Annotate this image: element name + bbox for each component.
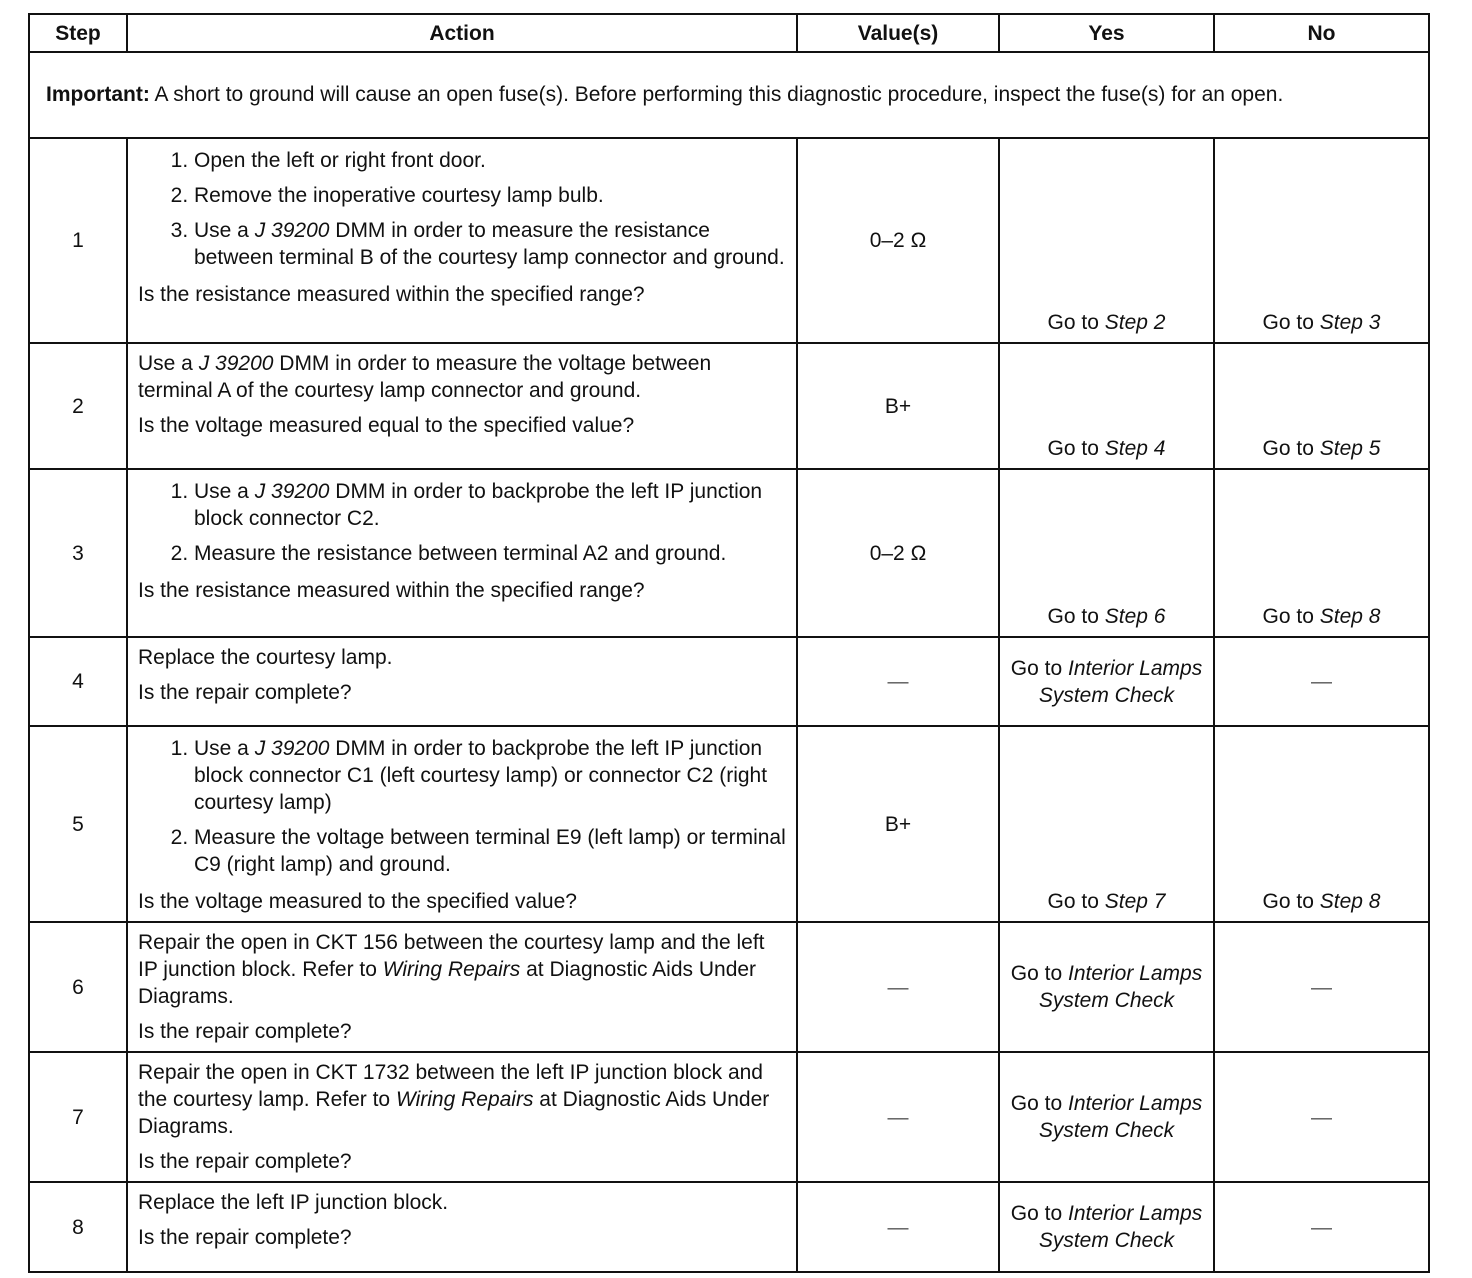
- action-instruction-text-part: DMM in order to measure the voltage between terminal A of the courtesy lamp connector and ground.: [138, 352, 712, 402]
- value-cell: [797, 138, 999, 343]
- action-step-italic-part: J 39200: [254, 480, 330, 503]
- action-instruction: Replace the left IP junction block.: [138, 1191, 449, 1214]
- header-step: Step: [29, 14, 127, 52]
- table-row: [29, 343, 1429, 469]
- yes-result-text-part: Go to: [1010, 656, 1068, 680]
- action-step-item: 1. Open the left or right front door.: [194, 147, 786, 174]
- action-question: Is the repair complete?: [138, 1226, 352, 1249]
- action-step-text-part: Use a: [194, 219, 255, 242]
- value-cell: [797, 922, 999, 1052]
- important-text: A short to ground will cause an open fuse(s). Before performing this diagnostic procedure, inspect the fuse(s) for an open.: [154, 83, 1284, 106]
- no-result-cell: [1214, 343, 1429, 469]
- yes-result-text-part: Go to: [1010, 1202, 1068, 1225]
- table-row: [29, 637, 1429, 726]
- action-step-text-part: Use a: [194, 737, 255, 760]
- action-step-item: 2. Measure the resistance between terminal A2 and ground.: [194, 540, 786, 567]
- yes-result-italic-part: Interior Lamps System Check: [1038, 962, 1203, 1012]
- action-step-text-part: DMM in order to backprobe the left IP junction block connector C1 (left courtesy lamp) or connector C2 (right courtesy lamp): [194, 737, 768, 814]
- step-number-cell: 3: [29, 469, 127, 637]
- action-cell: [127, 922, 797, 1052]
- no-result-link: [1263, 890, 1381, 913]
- action-question: Is the voltage measured equal to the specified value?: [138, 414, 635, 437]
- yes-result-italic-part: Step 7: [1104, 890, 1166, 913]
- value-cell: [797, 1182, 999, 1272]
- no-result-italic-part: Step 8: [1319, 890, 1381, 913]
- important-label: Important:: [46, 83, 150, 106]
- yes-result-italic-part: Step 2: [1104, 311, 1166, 334]
- action-instruction: Replace the courtesy lamp.: [138, 646, 393, 669]
- no-result-link: —: [1311, 1105, 1332, 1129]
- action-cell: [127, 343, 797, 469]
- step-number-cell: 5: [29, 726, 127, 922]
- no-result-cell: [1214, 138, 1429, 343]
- action-question: Is the voltage measured to the specified value?: [138, 890, 577, 913]
- action-instruction: [138, 929, 786, 1010]
- action-instruction-text-part: at Diagnostic Aids Under Diagrams.: [138, 1088, 770, 1138]
- yes-result-text-part: Go to: [1047, 311, 1105, 334]
- no-result-text-part: Go to: [1262, 311, 1320, 334]
- value-cell: [797, 726, 999, 922]
- value-text: —: [887, 975, 909, 999]
- header-yes: Yes: [999, 14, 1214, 52]
- header-no: No: [1214, 14, 1429, 52]
- diagnostic-table: [28, 13, 1430, 1273]
- action-step-text-part: DMM in order to measure the resistance between terminal B of the courtesy lamp connector and ground.: [194, 219, 785, 269]
- table-body: [29, 52, 1429, 1272]
- yes-result-text-part: Go to: [1047, 437, 1105, 460]
- action-step-item: [194, 735, 786, 816]
- header-action: Action: [127, 14, 797, 52]
- step-number-cell: 4: [29, 637, 127, 726]
- important-note: [29, 52, 1429, 138]
- action-step-italic-part: J 39200: [254, 219, 330, 242]
- action-instruction-text-part: Repair the open in CKT 156 between the courtesy lamp and the left IP junction block. Refer to: [138, 931, 765, 981]
- yes-result-link: [1048, 311, 1166, 334]
- yes-result-link: [1048, 437, 1166, 460]
- action-step-item: [194, 217, 786, 271]
- no-result-text-part: Go to: [1262, 605, 1320, 628]
- no-result-cell: [1214, 469, 1429, 637]
- no-result-italic-part: Step 8: [1319, 605, 1381, 628]
- action-instruction-italic-part: Wiring Repairs: [395, 1088, 534, 1111]
- action-step-italic-part: J 39200: [254, 737, 330, 760]
- action-instruction-italic-part: J 39200: [198, 352, 274, 375]
- yes-result-cell: [999, 922, 1214, 1052]
- action-question: Is the repair complete?: [138, 1020, 352, 1043]
- no-result-link: [1263, 437, 1381, 460]
- important-note-row: [29, 52, 1429, 138]
- no-result-text-part: Go to: [1262, 437, 1320, 460]
- header-values: Value(s): [797, 14, 999, 52]
- yes-result-cell: [999, 1182, 1214, 1272]
- yes-result-link: [1011, 657, 1202, 707]
- no-result-link: —: [1311, 975, 1332, 999]
- action-cell: [127, 138, 797, 343]
- table-row: [29, 726, 1429, 922]
- action-instruction-text-part: at Diagnostic Aids Under Diagrams.: [138, 958, 757, 1008]
- no-result-italic-part: Step 3: [1319, 311, 1381, 334]
- action-instruction: [138, 1059, 786, 1140]
- yes-result-text-part: Go to: [1010, 1092, 1068, 1115]
- action-cell: [127, 637, 797, 726]
- value-text: —: [887, 670, 909, 693]
- yes-result-italic-part: Interior Lamps System Check: [1038, 656, 1203, 707]
- value-cell: [797, 637, 999, 726]
- action-instruction-italic-part: Wiring Repairs: [382, 958, 521, 981]
- no-result-link: [1263, 605, 1381, 628]
- yes-result-text-part: Go to: [1010, 962, 1068, 985]
- no-result-cell: [1214, 1052, 1429, 1182]
- action-step-item: 2. Remove the inoperative courtesy lamp bulb.: [194, 182, 786, 209]
- action-cell: [127, 726, 797, 922]
- value-cell: [797, 1052, 999, 1182]
- action-question: Is the resistance measured within the specified range?: [138, 283, 645, 306]
- no-result-text-part: Go to: [1262, 890, 1320, 913]
- value-text: —: [887, 1215, 909, 1239]
- yes-result-italic-part: Interior Lamps System Check: [1038, 1092, 1203, 1142]
- value-text: —: [887, 1105, 909, 1129]
- yes-result-text-part: Go to: [1047, 890, 1105, 913]
- action-cell: [127, 469, 797, 637]
- table-row: [29, 922, 1429, 1052]
- table-row: [29, 1182, 1429, 1272]
- value-cell: [797, 343, 999, 469]
- no-result-cell: [1214, 922, 1429, 1052]
- step-number-cell: 7: [29, 1052, 127, 1182]
- action-instruction-text-part: Use a: [138, 352, 199, 375]
- yes-result-cell: [999, 469, 1214, 637]
- yes-result-link: [1048, 605, 1166, 628]
- no-result-cell: [1214, 637, 1429, 726]
- value-text: 0–2 Ω: [869, 229, 927, 252]
- action-step-text-part: Use a: [194, 480, 255, 503]
- action-cell: [127, 1052, 797, 1182]
- action-step-item: 2. Measure the voltage between terminal E9 (left lamp) or terminal C9 (right lamp) and ground.: [194, 824, 786, 878]
- action-step-text-part: DMM in order to backprobe the left IP junction block connector C2.: [194, 480, 763, 530]
- value-text: 0–2 Ω: [869, 541, 927, 565]
- table-row: [29, 1052, 1429, 1182]
- no-result-link: —: [1311, 1215, 1332, 1239]
- yes-result-italic-part: Interior Lamps System Check: [1038, 1202, 1203, 1252]
- table-row: [29, 469, 1429, 637]
- yes-result-text-part: Go to: [1047, 605, 1105, 628]
- step-number-cell: 6: [29, 922, 127, 1052]
- no-result-italic-part: Step 5: [1319, 437, 1381, 460]
- value-text: B+: [884, 812, 912, 836]
- yes-result-link: [1048, 890, 1166, 913]
- no-result-link: [1263, 311, 1381, 334]
- action-steps-list: [138, 735, 786, 878]
- no-result-link: —: [1311, 670, 1332, 693]
- yes-result-link: [1011, 1092, 1202, 1142]
- action-cell: [127, 1182, 797, 1272]
- header-row: [29, 14, 1429, 52]
- step-number-cell: 8: [29, 1182, 127, 1272]
- yes-result-link: [1011, 962, 1202, 1012]
- yes-result-cell: [999, 343, 1214, 469]
- no-result-cell: [1214, 1182, 1429, 1272]
- yes-result-italic-part: Step 4: [1104, 437, 1166, 460]
- action-question: Is the repair complete?: [138, 1150, 352, 1173]
- yes-result-cell: [999, 138, 1214, 343]
- table-row: [29, 138, 1429, 343]
- action-question: Is the resistance measured within the specified range?: [138, 579, 645, 602]
- step-number-cell: 2: [29, 343, 127, 469]
- step-number-cell: 1: [29, 138, 127, 343]
- yes-result-cell: [999, 726, 1214, 922]
- yes-result-cell: [999, 637, 1214, 726]
- no-result-cell: [1214, 726, 1429, 922]
- yes-result-cell: [999, 1052, 1214, 1182]
- action-instruction: [138, 350, 786, 404]
- action-step-item: [194, 478, 786, 532]
- action-instruction-text-part: Repair the open in CKT 1732 between the left IP junction block and the courtesy lamp. Refer to: [138, 1061, 763, 1111]
- value-text: B+: [884, 394, 912, 418]
- yes-result-link: [1011, 1202, 1202, 1252]
- value-cell: [797, 469, 999, 637]
- action-question: Is the repair complete?: [138, 681, 352, 704]
- action-steps-list: [138, 478, 786, 567]
- yes-result-italic-part: Step 6: [1104, 605, 1166, 628]
- action-steps-list: [138, 147, 786, 271]
